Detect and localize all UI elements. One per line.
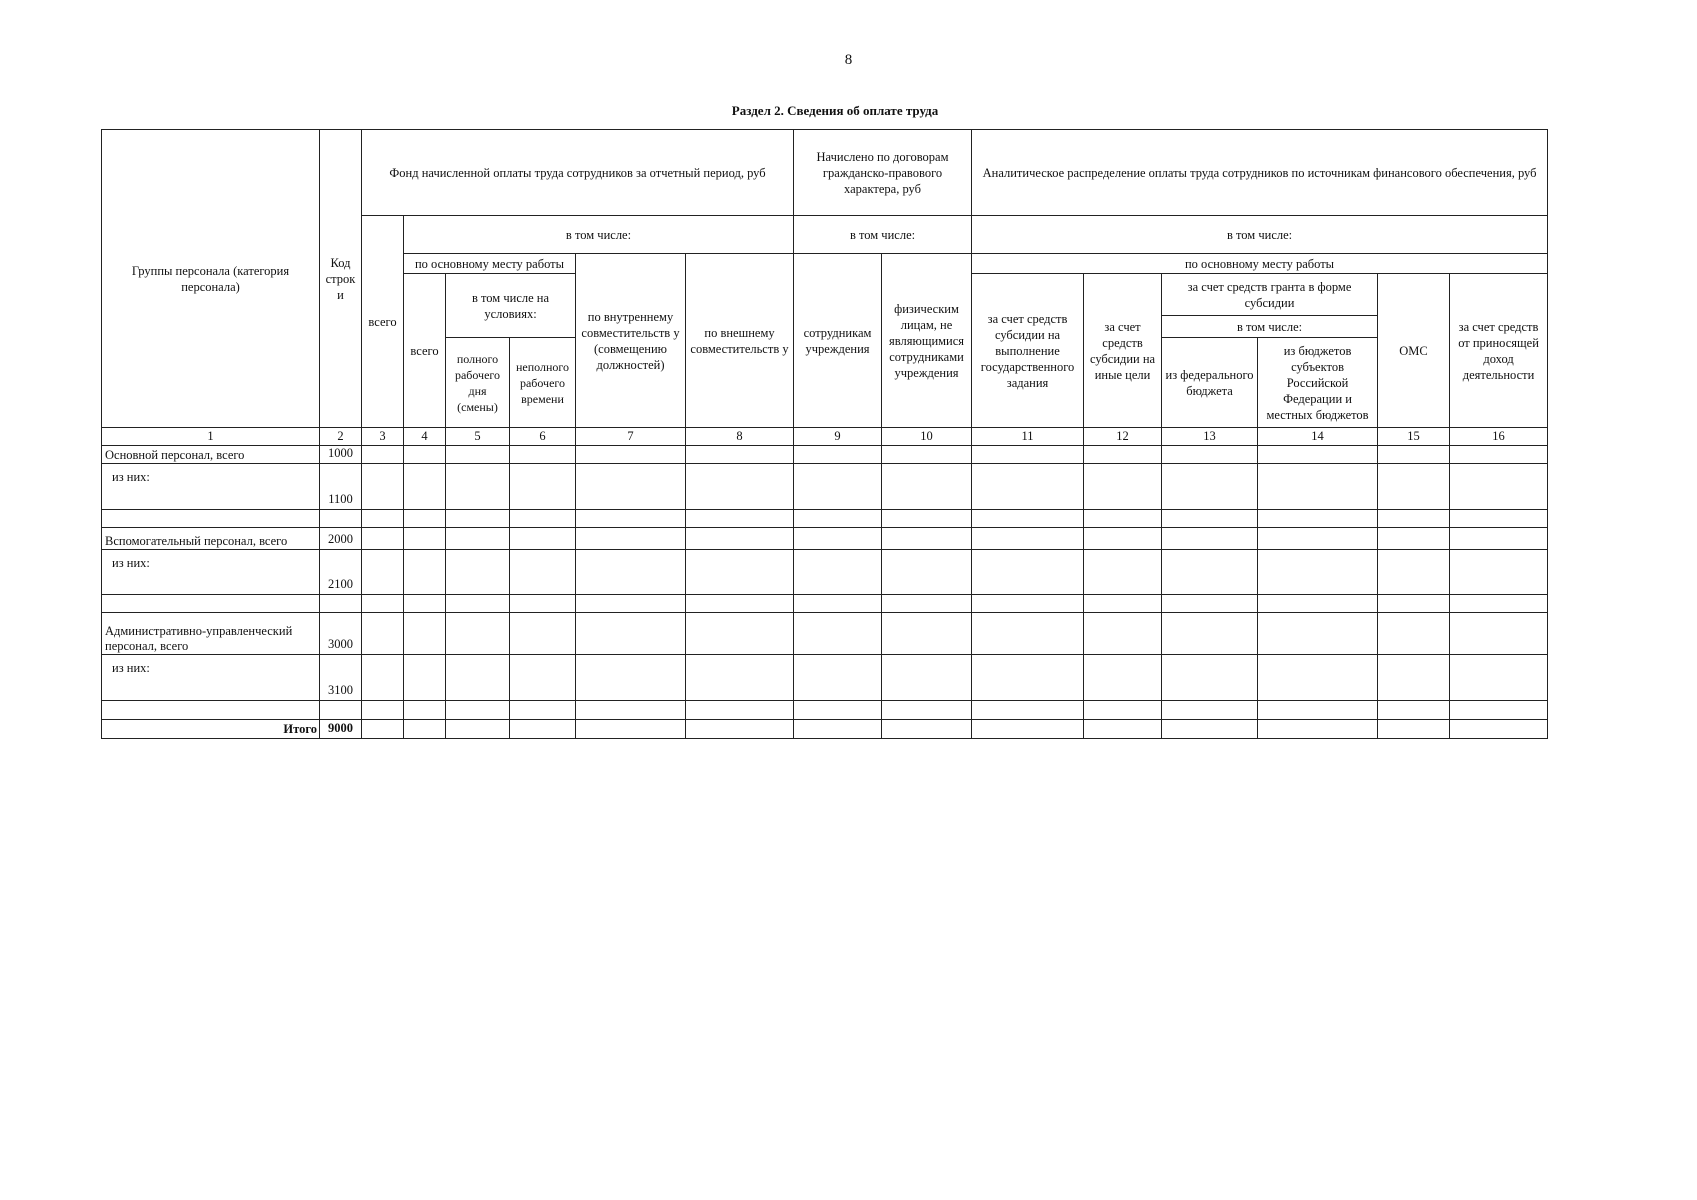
data-cell[interactable] (510, 464, 576, 510)
data-cell[interactable] (794, 446, 882, 464)
empty-cell (102, 510, 320, 528)
data-cell[interactable] (446, 701, 510, 720)
data-cell[interactable] (794, 464, 882, 510)
data-cell[interactable] (362, 510, 404, 528)
data-cell[interactable] (510, 701, 576, 720)
data-cell[interactable] (882, 464, 972, 510)
data-cell[interactable] (404, 613, 446, 655)
data-cell[interactable] (686, 446, 794, 464)
data-cell[interactable] (882, 595, 972, 613)
column-number: 1 (102, 428, 320, 446)
column-number: 9 (794, 428, 882, 446)
data-cell[interactable] (1258, 701, 1378, 720)
data-cell[interactable] (1378, 446, 1450, 464)
table-row-total (102, 720, 1548, 739)
data-cell[interactable] (1450, 464, 1548, 510)
column-number: 16 (1450, 428, 1548, 446)
data-cell[interactable] (446, 510, 510, 528)
data-cell[interactable] (882, 510, 972, 528)
table-row (102, 550, 1548, 595)
header-phys: физическим лицам, не являющимися сотрудниками учреждения (882, 254, 972, 428)
data-cell[interactable] (882, 613, 972, 655)
data-cell[interactable] (686, 655, 794, 701)
payroll-form-table (101, 129, 1548, 739)
data-cell[interactable] (972, 655, 1084, 701)
data-cell[interactable] (576, 550, 686, 595)
total-label: Итого (102, 720, 320, 739)
header-including-analytic: в том числе: (972, 216, 1548, 254)
header-code: Код строк и (320, 130, 362, 428)
data-cell[interactable] (1258, 720, 1378, 739)
data-cell[interactable] (362, 720, 404, 739)
data-cell[interactable] (362, 528, 404, 550)
row-code: 9000 (320, 720, 362, 739)
data-cell[interactable] (1084, 550, 1162, 595)
data-cell[interactable] (1378, 510, 1450, 528)
data-cell[interactable] (1084, 720, 1162, 739)
header-main-total: всего (404, 274, 446, 428)
section-title: Раздел 2. Сведения об оплате труда (731, 103, 939, 118)
data-cell[interactable] (362, 446, 404, 464)
row-code: 2000 (320, 528, 362, 550)
header-full-day: полного рабочего дня (смены) (446, 338, 510, 428)
header-main-place: по основному месту работы (404, 254, 576, 274)
data-cell[interactable] (972, 528, 1084, 550)
data-cell[interactable] (510, 595, 576, 613)
table-row (102, 446, 1548, 464)
column-number: 12 (1084, 428, 1162, 446)
header-fund: Фонд начисленной оплаты труда сотрудников за отчетный период, руб (362, 130, 794, 216)
data-cell[interactable] (882, 701, 972, 720)
table-row (102, 528, 1548, 550)
data-cell[interactable] (1162, 595, 1258, 613)
data-cell[interactable] (404, 446, 446, 464)
data-cell[interactable] (404, 701, 446, 720)
data-cell[interactable] (576, 528, 686, 550)
data-cell[interactable] (686, 613, 794, 655)
data-cell[interactable] (446, 464, 510, 510)
row-label: Основной персонал, всего (102, 446, 320, 464)
data-cell[interactable] (686, 701, 794, 720)
header-analytic: Аналитическое распределение оплаты труда сотрудников по источникам финансового обеспечения, руб (972, 130, 1548, 216)
data-cell[interactable] (972, 595, 1084, 613)
table-row (102, 510, 1548, 528)
header-including-gph: в том числе: (794, 216, 972, 254)
column-number: 4 (404, 428, 446, 446)
data-cell[interactable] (1450, 528, 1548, 550)
data-cell[interactable] (404, 528, 446, 550)
data-cell[interactable] (972, 550, 1084, 595)
data-cell[interactable] (1162, 446, 1258, 464)
data-cell[interactable] (576, 510, 686, 528)
data-cell[interactable] (576, 720, 686, 739)
header-income: за счет средств от приносящей доход деятельности (1450, 274, 1548, 428)
data-cell[interactable] (1378, 595, 1450, 613)
data-cell[interactable] (576, 464, 686, 510)
row-label: Административно-управленческий персонал, всего (102, 613, 320, 655)
row-code: 3000 (320, 613, 362, 655)
data-cell[interactable] (1084, 613, 1162, 655)
data-cell[interactable] (1162, 701, 1258, 720)
data-cell[interactable] (1084, 464, 1162, 510)
column-number: 13 (1162, 428, 1258, 446)
header-grant: за счет средств гранта в форме субсидии (1162, 274, 1378, 316)
data-cell[interactable] (686, 528, 794, 550)
data-cell[interactable] (1084, 510, 1162, 528)
data-cell[interactable] (510, 613, 576, 655)
data-cell[interactable] (1450, 613, 1548, 655)
header-gph: Начислено по договорам гражданско-правового характера, руб (794, 130, 972, 216)
data-cell[interactable] (404, 464, 446, 510)
data-cell[interactable] (362, 655, 404, 701)
data-cell[interactable] (794, 720, 882, 739)
row-label-sub: из них: (102, 655, 320, 701)
data-cell[interactable] (1162, 550, 1258, 595)
data-cell[interactable] (1378, 464, 1450, 510)
data-cell[interactable] (404, 510, 446, 528)
column-number: 14 (1258, 428, 1378, 446)
data-cell[interactable] (1162, 613, 1258, 655)
header-federal: из федерального бюджета (1162, 338, 1258, 428)
data-cell[interactable] (686, 550, 794, 595)
data-cell[interactable] (362, 613, 404, 655)
row-label-sub: из них: (102, 550, 320, 595)
header-internal: по внутреннему совместительств у (совмещению должностей) (576, 254, 686, 428)
data-cell[interactable] (576, 613, 686, 655)
row-code: 1000 (320, 446, 362, 464)
data-cell[interactable] (404, 720, 446, 739)
data-cell[interactable] (1378, 528, 1450, 550)
data-cell[interactable] (1084, 655, 1162, 701)
data-cell[interactable] (1378, 701, 1450, 720)
data-cell[interactable] (1258, 510, 1378, 528)
data-cell[interactable] (972, 510, 1084, 528)
data-cell[interactable] (794, 655, 882, 701)
column-number: 11 (972, 428, 1084, 446)
data-cell[interactable] (1450, 595, 1548, 613)
header-main-place-analytic: по основному месту работы (972, 254, 1548, 274)
data-cell[interactable] (1258, 595, 1378, 613)
row-code: 2100 (320, 550, 362, 595)
data-cell[interactable] (576, 655, 686, 701)
data-cell[interactable] (972, 701, 1084, 720)
column-numbers-row (102, 428, 1548, 446)
data-cell[interactable] (510, 655, 576, 701)
header-conditions: в том числе на условиях: (446, 274, 576, 338)
data-cell[interactable] (794, 701, 882, 720)
data-cell[interactable] (362, 550, 404, 595)
data-cell[interactable] (1258, 655, 1378, 701)
data-cell[interactable] (510, 528, 576, 550)
table-row (102, 613, 1548, 655)
data-cell[interactable] (1162, 720, 1258, 739)
data-cell[interactable] (362, 464, 404, 510)
page-number: 8 (844, 52, 853, 68)
row-code: 3100 (320, 655, 362, 701)
data-cell[interactable] (794, 550, 882, 595)
data-cell[interactable] (972, 446, 1084, 464)
row-code: 1100 (320, 464, 362, 510)
data-cell[interactable] (1450, 701, 1548, 720)
header-external: по внешнему совместительств у (686, 254, 794, 428)
data-cell[interactable] (882, 550, 972, 595)
data-cell[interactable] (510, 446, 576, 464)
data-cell[interactable] (1450, 510, 1548, 528)
data-cell[interactable] (576, 701, 686, 720)
data-cell[interactable] (446, 613, 510, 655)
data-cell[interactable] (362, 595, 404, 613)
column-number: 7 (576, 428, 686, 446)
data-cell[interactable] (446, 550, 510, 595)
header-including-fund: в том числе: (404, 216, 794, 254)
column-number: 8 (686, 428, 794, 446)
empty-cell (102, 595, 320, 613)
data-cell[interactable] (1258, 550, 1378, 595)
data-cell[interactable] (1258, 528, 1378, 550)
data-cell[interactable] (686, 720, 794, 739)
column-number: 6 (510, 428, 576, 446)
column-number: 15 (1378, 428, 1450, 446)
table-row (102, 464, 1548, 510)
data-cell[interactable] (1378, 550, 1450, 595)
data-cell[interactable] (1162, 655, 1258, 701)
data-cell[interactable] (404, 550, 446, 595)
header-employees: сотрудникам учреждения (794, 254, 882, 428)
row-label-sub: из них: (102, 464, 320, 510)
data-cell[interactable] (882, 655, 972, 701)
data-cell[interactable] (1450, 550, 1548, 595)
column-number: 5 (446, 428, 510, 446)
data-cell[interactable] (972, 720, 1084, 739)
table-row (102, 595, 1548, 613)
header-part-time: неполного рабочего времени (510, 338, 576, 428)
empty-cell (320, 701, 362, 720)
data-cell[interactable] (972, 464, 1084, 510)
header-subsidy-other: за счет средств субсидии на иные цели (1084, 274, 1162, 428)
data-cell[interactable] (1450, 720, 1548, 739)
data-cell[interactable] (686, 464, 794, 510)
data-cell[interactable] (1084, 595, 1162, 613)
data-cell[interactable] (794, 595, 882, 613)
data-cell[interactable] (1162, 464, 1258, 510)
data-cell[interactable] (362, 701, 404, 720)
data-cell[interactable] (686, 510, 794, 528)
data-cell[interactable] (1258, 613, 1378, 655)
header-groups: Группы персонала (категория персонала) (102, 130, 320, 428)
header-regional: из бюджетов субъектов Российской Федерации и местных бюджетов (1258, 338, 1378, 428)
row-label: Вспомогательный персонал, всего (102, 528, 320, 550)
data-cell[interactable] (576, 595, 686, 613)
header-oms: ОМС (1378, 274, 1450, 428)
empty-cell (320, 595, 362, 613)
data-cell[interactable] (1450, 655, 1548, 701)
data-cell[interactable] (1162, 528, 1258, 550)
data-cell[interactable] (446, 595, 510, 613)
data-cell[interactable] (794, 613, 882, 655)
table-row (102, 655, 1548, 701)
data-cell[interactable] (1378, 720, 1450, 739)
data-cell[interactable] (882, 720, 972, 739)
table-row (102, 701, 1548, 720)
data-cell[interactable] (1084, 701, 1162, 720)
header-subsidy-task: за счет средств субсидии на выполнение государственного задания (972, 274, 1084, 428)
data-cell[interactable] (446, 655, 510, 701)
column-number: 2 (320, 428, 362, 446)
data-cell[interactable] (446, 720, 510, 739)
data-cell[interactable] (972, 613, 1084, 655)
data-cell[interactable] (686, 595, 794, 613)
header-total: всего (362, 216, 404, 428)
empty-cell (102, 701, 320, 720)
empty-cell (320, 510, 362, 528)
data-cell[interactable] (446, 528, 510, 550)
data-cell[interactable] (1378, 655, 1450, 701)
data-cell[interactable] (510, 550, 576, 595)
data-cell[interactable] (1084, 528, 1162, 550)
data-cell[interactable] (882, 446, 972, 464)
data-cell[interactable] (794, 510, 882, 528)
data-cell[interactable] (1378, 613, 1450, 655)
data-cell[interactable] (882, 528, 972, 550)
data-cell[interactable] (1084, 446, 1162, 464)
data-cell[interactable] (1258, 464, 1378, 510)
data-cell[interactable] (404, 595, 446, 613)
column-number: 10 (882, 428, 972, 446)
data-cell[interactable] (576, 446, 686, 464)
data-cell[interactable] (510, 510, 576, 528)
data-cell[interactable] (446, 446, 510, 464)
data-cell[interactable] (404, 655, 446, 701)
data-cell[interactable] (794, 528, 882, 550)
header-grant-including: в том числе: (1162, 316, 1378, 338)
column-number: 3 (362, 428, 404, 446)
data-cell[interactable] (1450, 446, 1548, 464)
data-cell[interactable] (510, 720, 576, 739)
data-cell[interactable] (1258, 446, 1378, 464)
data-cell[interactable] (1162, 510, 1258, 528)
